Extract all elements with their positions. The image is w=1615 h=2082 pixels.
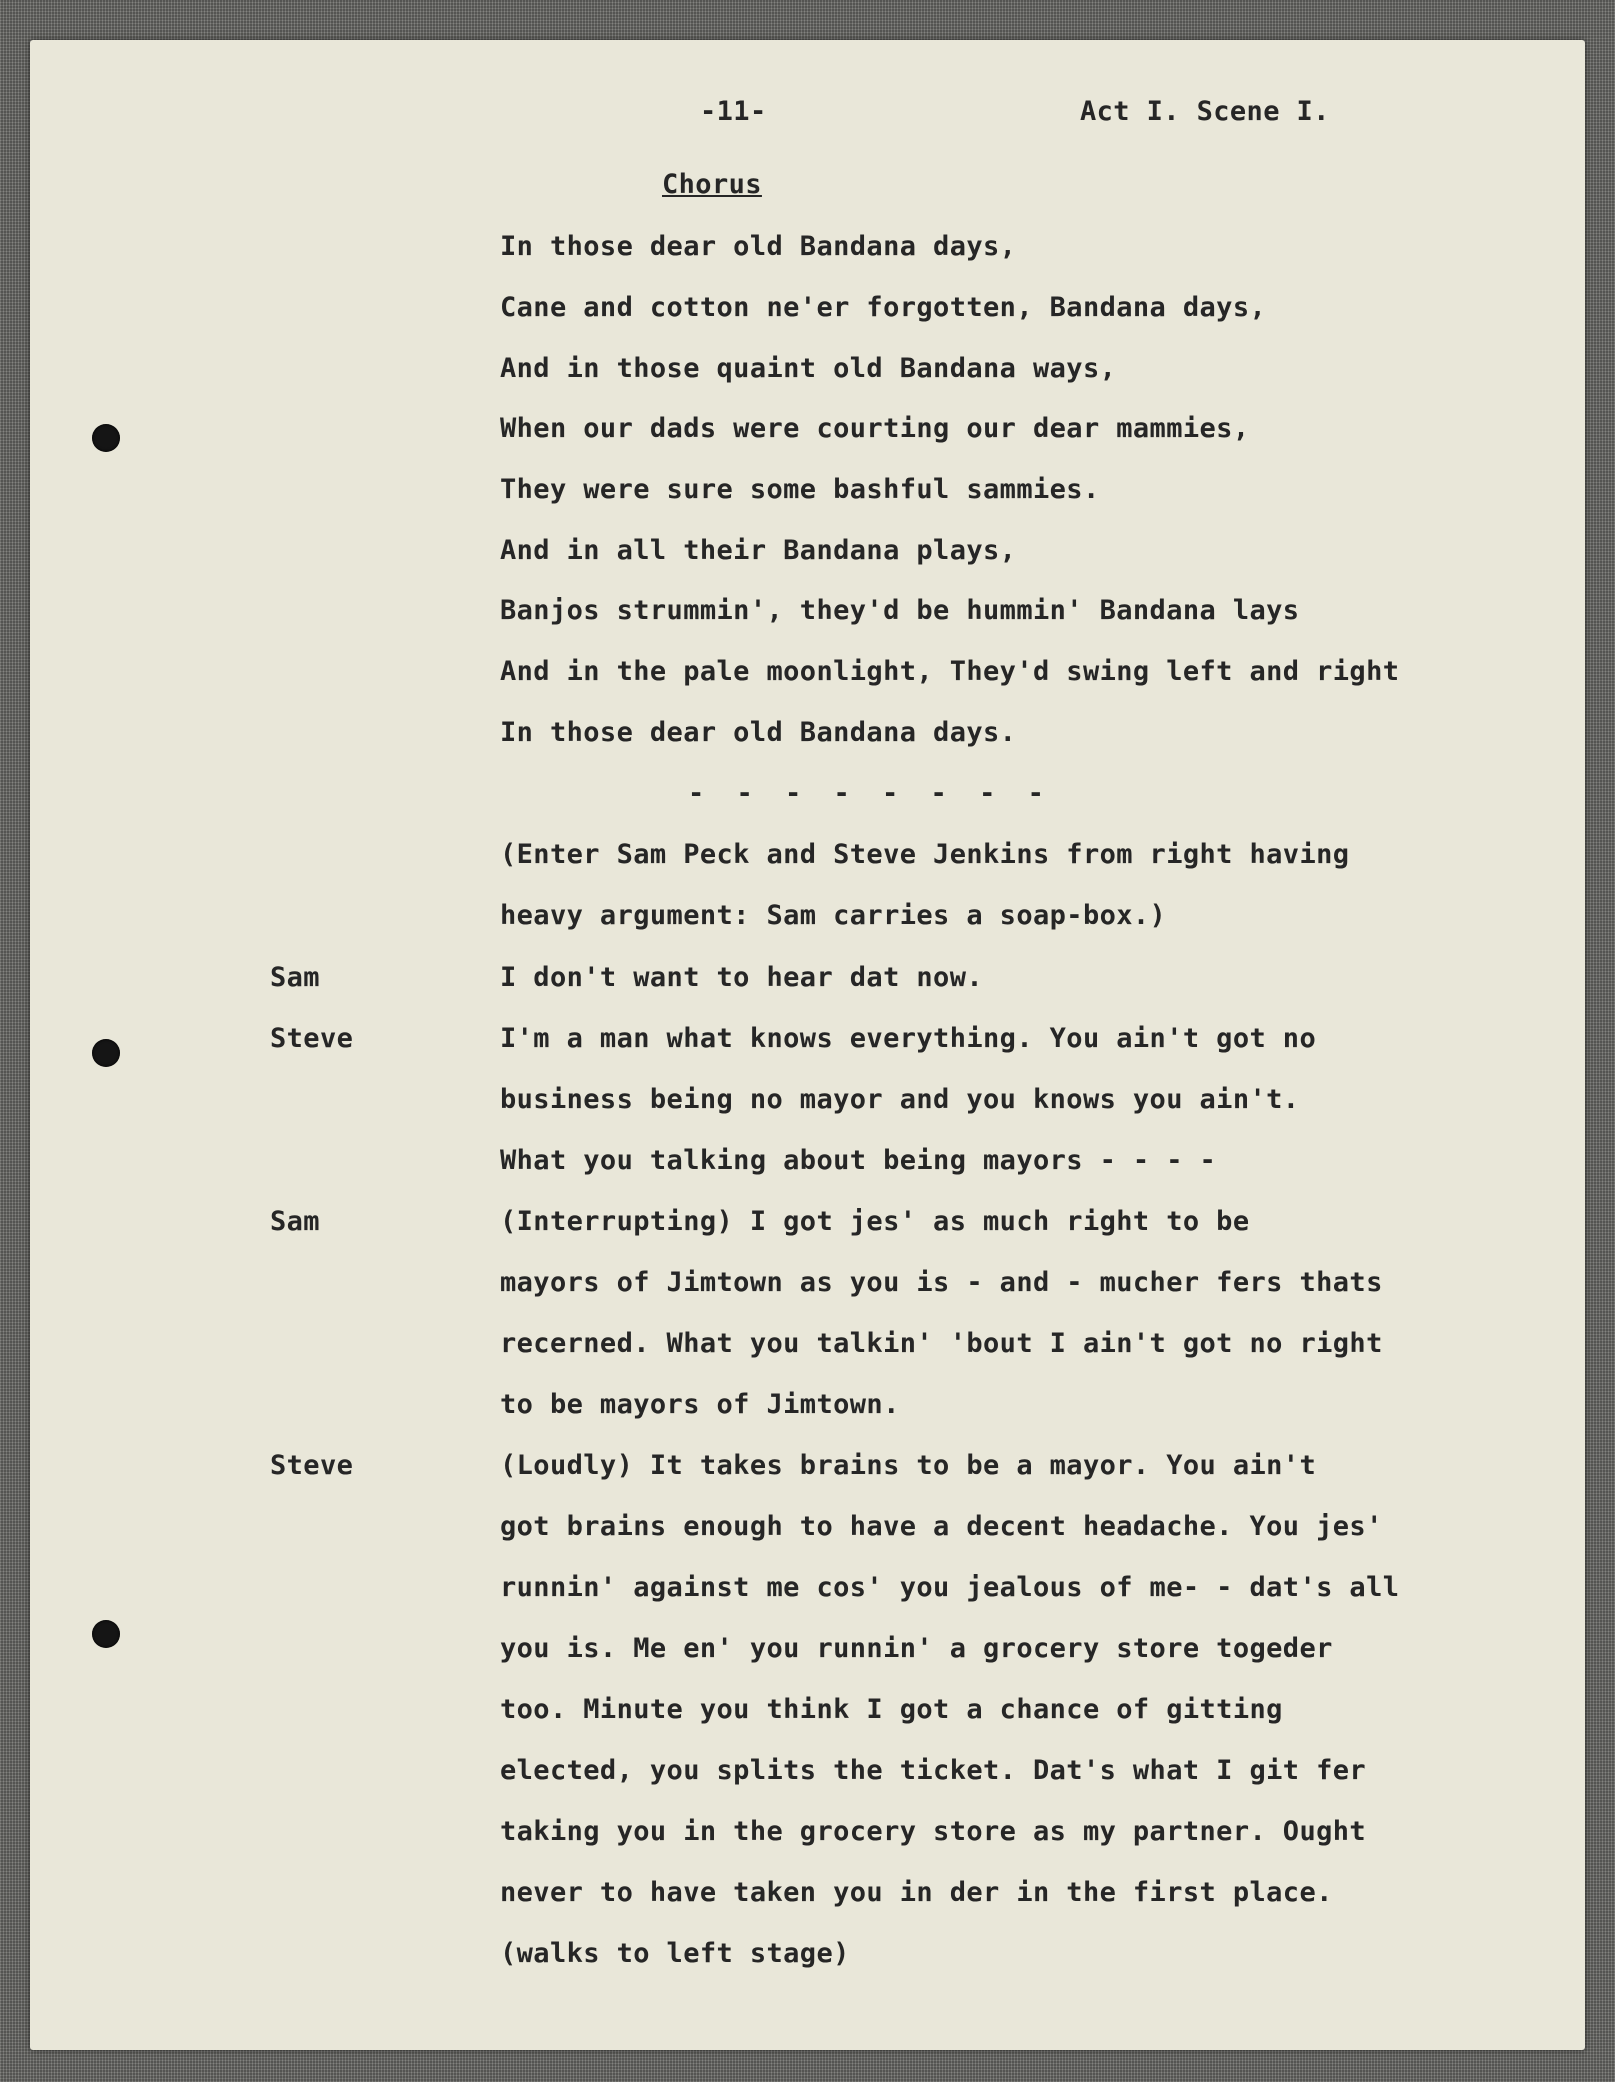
stage-direction-line: (walks to left stage)	[500, 1938, 850, 1969]
lyric-line: Cane and cotton ne'er forgotten, Bandana days,	[500, 292, 1267, 323]
speaker-name: Steve	[270, 1023, 354, 1054]
dialogue-line: elected, you splits the ticket. Dat's what I git fer	[500, 1755, 1367, 1786]
dialogue-line: taking you in the grocery store as my partner. Ought	[500, 1816, 1367, 1847]
dialogue-line: (Loudly) It takes brains to be a mayor. You ain't	[500, 1450, 1317, 1481]
lyric-line: And in all their Bandana plays,	[500, 535, 1017, 566]
stage-direction-line: heavy argument: Sam carries a soap-box.)	[500, 900, 1167, 931]
dialogue-line: (Interrupting) I got jes' as much right to be	[500, 1206, 1250, 1237]
chorus-title: Chorus	[662, 169, 762, 200]
lyric-line: Banjos strummin', they'd be hummin' Bandana lays	[500, 595, 1300, 626]
dialogue-line: got brains enough to have a decent headache. You jes'	[500, 1511, 1383, 1542]
dialogue-line: runnin' against me cos' you jealous of me- - dat's all	[500, 1572, 1400, 1603]
dialogue-line: I don't want to hear dat now.	[500, 962, 984, 993]
page-number: -11-	[700, 96, 767, 127]
punch-hole	[92, 1039, 120, 1067]
dialogue-line: What you talking about being mayors - - - -	[500, 1145, 1217, 1176]
stage-direction-line: (Enter Sam Peck and Steve Jenkins from right having	[500, 839, 1350, 870]
act-scene-heading: Act I. Scene I.	[1080, 96, 1330, 127]
speaker-name: Steve	[270, 1450, 354, 1481]
punch-hole	[92, 1620, 120, 1648]
punch-hole	[92, 424, 120, 452]
dialogue-line: you is. Me en' you runnin' a grocery store togeder	[500, 1633, 1333, 1664]
dialogue-line: mayors of Jimtown as you is - and - mucher fers thats	[500, 1267, 1383, 1298]
dialogue-line: never to have taken you in der in the first place.	[500, 1877, 1333, 1908]
dialogue-line: too. Minute you think I got a chance of gitting	[500, 1694, 1283, 1725]
lyric-line: They were sure some bashful sammies.	[500, 474, 1100, 505]
dialogue-line: business being no mayor and you knows you ain't.	[500, 1084, 1300, 1115]
dialogue-line: recerned. What you talkin' 'bout I ain't got no right	[500, 1328, 1383, 1359]
lyric-line: In those dear old Bandana days.	[500, 717, 1017, 748]
lyric-line: When our dads were courting our dear mammies,	[500, 413, 1250, 444]
dialogue-line: to be mayors of Jimtown.	[500, 1389, 900, 1420]
speaker-name: Sam	[270, 962, 320, 993]
speaker-name: Sam	[270, 1206, 320, 1237]
lyric-line: And in the pale moonlight, They'd swing left and right	[500, 656, 1400, 687]
dialogue-line: I'm a man what knows everything. You ain't got no	[500, 1023, 1317, 1054]
section-separator: - - - - - - - -	[688, 778, 1052, 809]
lyric-line: And in those quaint old Bandana ways,	[500, 353, 1117, 384]
lyric-line: In those dear old Bandana days,	[500, 231, 1017, 262]
